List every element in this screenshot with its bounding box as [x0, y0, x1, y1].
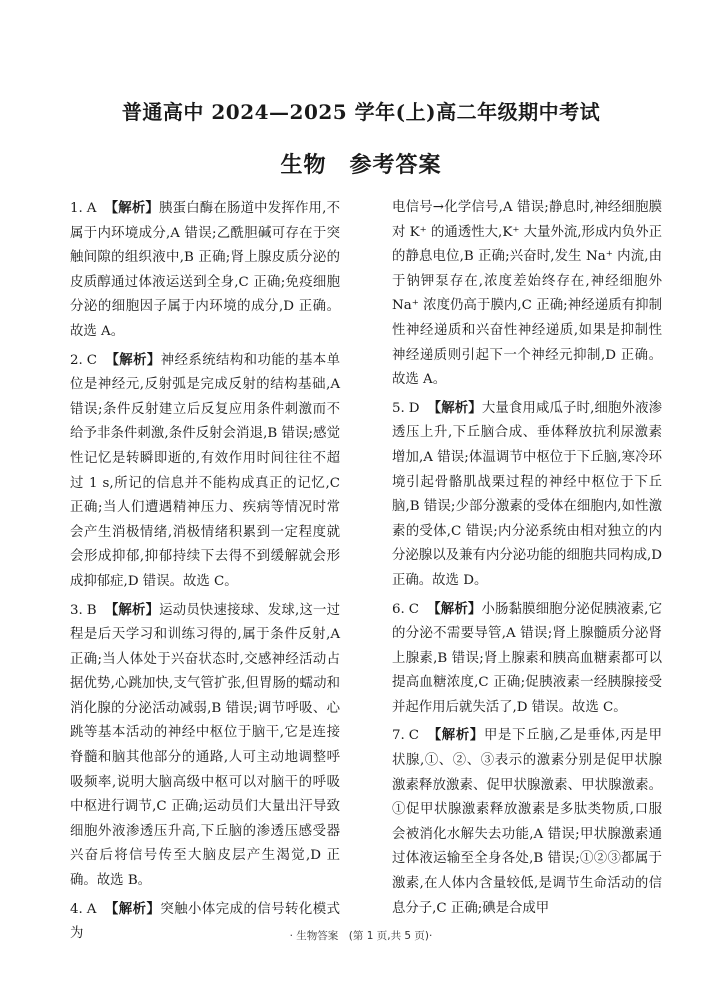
item-answer: A [86, 901, 97, 917]
analysis-text: 甲是下丘脑,乙是垂体,丙是甲状腺,①、②、③表示的激素分别是促甲状腺激素释放激素、促甲状腺激素、甲状腺激素。①促甲状腺激素释放激素是多肽类物质,口服会被消化水解失去功能,A 错误;甲状腺激素通过体液运输至全身各处,B 错误;①②③都属于激素,在人体内含量较低,是调节生命活动的信息分子,C 正确;碘是合成甲 [392, 728, 662, 916]
answer-item [70, 598, 340, 894]
analysis-tag: 【解析】 [104, 900, 161, 917]
right-column [392, 196, 662, 926]
analysis-tag: 【解析】 [427, 727, 484, 744]
answer-item [70, 196, 340, 345]
analysis-text: 运动员快速接球、发球,这一过程是后天学习和训练习得的,属于条件反射,A 正确;当人体处于兴奋状态时,交感神经活动占据优势,心跳加快,支气管扩张,但胃肠的蠕动和消化腺的分泌活动减弱,B 错误;调节呼吸、心跳等基本活动的神经中枢位于脑干,它是连接脊髓和脑其他部分的通路,人可主动地调整呼吸频率,说明大脑高级中枢可以对脑干的呼吸中枢进行调节,C 正确;运动员们大量出汗导致细胞外液渗透压升高,下丘脑的渗透压感受器兴奋后将信号传至大脑皮层产生渴觉,D 正确。故选 B。 [70, 602, 340, 889]
answer-item [392, 396, 662, 594]
analysis-tag: 【解析】 [427, 399, 482, 416]
analysis-text: 电信号→化学信号,A 错误;静息时,神经细胞膜对 K⁺ 的通透性大,K⁺ 大量外流,形成内负外正的静息电位,B 正确;兴奋时,发生 Na⁺ 内流,由于钠钾泵存在,浓度差始终存在,神经细胞外 Na⁺ 浓度仍高于膜内,C 正确;神经递质有抑制性神经递质和兴奋性神经递质,如果是抑制性神经递质则引起下一个神经元抑制,D 正确。故选 A。 [392, 200, 662, 388]
item-answer: C [86, 352, 98, 368]
item-answer: D [408, 400, 420, 416]
item-number: 2. [70, 352, 83, 368]
analysis-text: 神经系统结构和功能的基本单位是神经元,反射弧是完成反射的结构基础,A 错误;条件反射建立后反复应用条件刺激而不给予非条件刺激,条件反射会消退,B 错误;感觉性记忆是转瞬即逝的,有效作用时间往往不超过 1 s,所记的信息并不能构成真正的记忆,C 正确;当人们遭遇精神压力、疾病等情况时常会产生消极情绪,消极情绪积累到一定程度就会形成抑郁,抑郁持续下去得不到缓解就会形成抑郁症,D 错误。故选 C。 [70, 352, 340, 589]
item-answer: C [408, 728, 420, 744]
item-number: 3. [70, 602, 83, 618]
analysis-text: 小肠黏膜细胞分泌促胰液素,它的分泌不需要导管,A 错误;肾上腺髓质分泌肾上腺素,B 错误;肾上腺素和胰高血糖素都可以提高血糖浓度,C 正确;促胰液素一经胰腺接受并起作用后就失活了,D 错误。故选 C。 [392, 601, 662, 715]
page-subtitle: 生物 参考答案 [280, 152, 442, 178]
item-number: 4. [70, 901, 83, 917]
page-footer: · 生物答案 (第 1 页,共 5 页)· [289, 930, 433, 942]
answer-item [392, 597, 662, 721]
analysis-text: 大量食用咸瓜子时,细胞外液渗透压上升,下丘脑合成、垂体释放抗利尿激素增加,A 错误;体温调节中枢位于下丘脑,寒冷环境引起骨骼肌战栗过程的神经中枢位于下丘脑,B 错误;少部分激素的受体在细胞内,如性激素的受体,C 错误;内分泌系统由相对独立的内分泌腺以及兼有内分泌功能的细胞共同构成,D 正确。故选 D。 [392, 400, 662, 588]
analysis-tag: 【解析】 [427, 600, 482, 617]
item-number: 6. [392, 601, 405, 617]
item-answer: A [86, 201, 97, 216]
item-number: 1. [70, 201, 83, 216]
analysis-tag: 【解析】 [104, 200, 160, 216]
item-number: 7. [392, 728, 405, 744]
item-answer: B [86, 602, 97, 618]
analysis-tag: 【解析】 [105, 351, 161, 368]
analysis-tag: 【解析】 [104, 601, 160, 618]
analysis-text: 胰蛋白酶在肠道中发挥作用,不属于内环境成分,A 错误;乙酰胆碱可存在于突触间隙的组织液中,B 正确;肾上腺皮质分泌的皮质醇通过体液运送到全身,C 正确;免疫细胞分泌的细胞因子属于内环境的成分,D 正确。故选 A。 [70, 201, 340, 339]
answer-item-continued [392, 196, 662, 393]
answer-item [392, 723, 662, 921]
answer-item [70, 348, 340, 595]
page-title: 普通高中 2024—2025 学年(上)高二年级期中考试 [121, 100, 601, 124]
item-answer: C [408, 601, 420, 617]
item-number: 5. [392, 400, 405, 416]
left-column [70, 196, 341, 942]
analysis-text: 突触小体完成的信号转化模式为 [70, 901, 341, 942]
